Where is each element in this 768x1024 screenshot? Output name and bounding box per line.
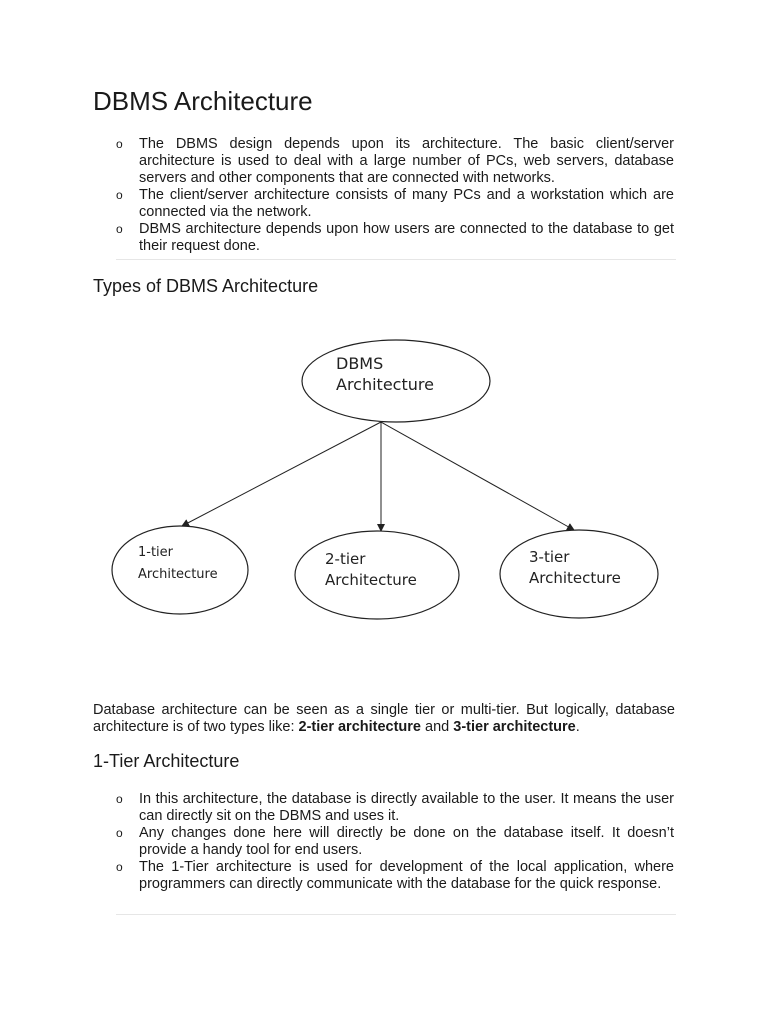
types-heading: Types of DBMS Architecture [93,276,319,296]
summary-text-after: . [575,719,580,735]
root-node-label-line2: Architecture [336,375,434,394]
summary-text-mid: and [421,719,454,735]
list-item-text: The DBMS design depends upon its architecture. The basic client/server architecture is used to deal with a large number of PCs, web servers, database servers and other components that are connected with networks. [139,136,674,186]
bullet-marker: o [116,188,123,202]
list-item [0,791,768,825]
bullet-marker: o [116,792,123,806]
connector-arrow-1tier [182,422,381,526]
list-item-text: DBMS architecture depends upon how users are connected to the database to get their request done. [139,221,674,254]
connector-arrow-3tier [381,422,574,530]
page-title: DBMS Architecture [93,86,313,116]
list-item [0,825,768,859]
one-tier-heading: 1-Tier Architecture [93,751,240,771]
tier3-node-label-line1: 3-tier [529,548,570,566]
tier3-node-label-line2: Architecture [529,569,621,587]
tier1-node-label-line1: 1-tier [138,545,174,560]
list-item-text: In this architecture, the database is directly available to the user. It means the user can directly sit on the DBMS and uses it. [139,791,674,824]
bullet-marker: o [116,860,123,874]
summary-bold-2tier: 2-tier architecture [298,719,421,735]
summary-paragraph [93,702,675,736]
one-tier-bullet-list [0,791,768,893]
section-divider [116,914,676,915]
root-node-label-line1: DBMS [336,354,384,373]
summary-bold-3tier: 3-tier architecture [453,719,576,735]
tier2-node-label-line2: Architecture [325,571,417,589]
list-item-text: The client/server architecture consists of many PCs and a workstation which are connected via the network. [139,187,674,220]
bullet-marker: o [116,222,123,236]
summary-text-before: Database architecture can be seen as a single tier or multi-tier. But logically, database architecture is of two types like: [93,702,675,735]
list-item-text: The 1-Tier architecture is used for development of the local application, where programmers can directly communicate with the database for the quick response. [139,859,674,892]
bullet-marker: o [116,137,123,151]
tier2-node-label-line1: 2-tier [325,550,366,568]
tier1-node-label-line2: Architecture [138,567,218,582]
bullet-marker: o [116,826,123,840]
list-item [0,859,768,893]
list-item-text: Any changes done here will directly be done on the database itself. It doesn’t provide a handy tool for end users. [139,825,674,858]
